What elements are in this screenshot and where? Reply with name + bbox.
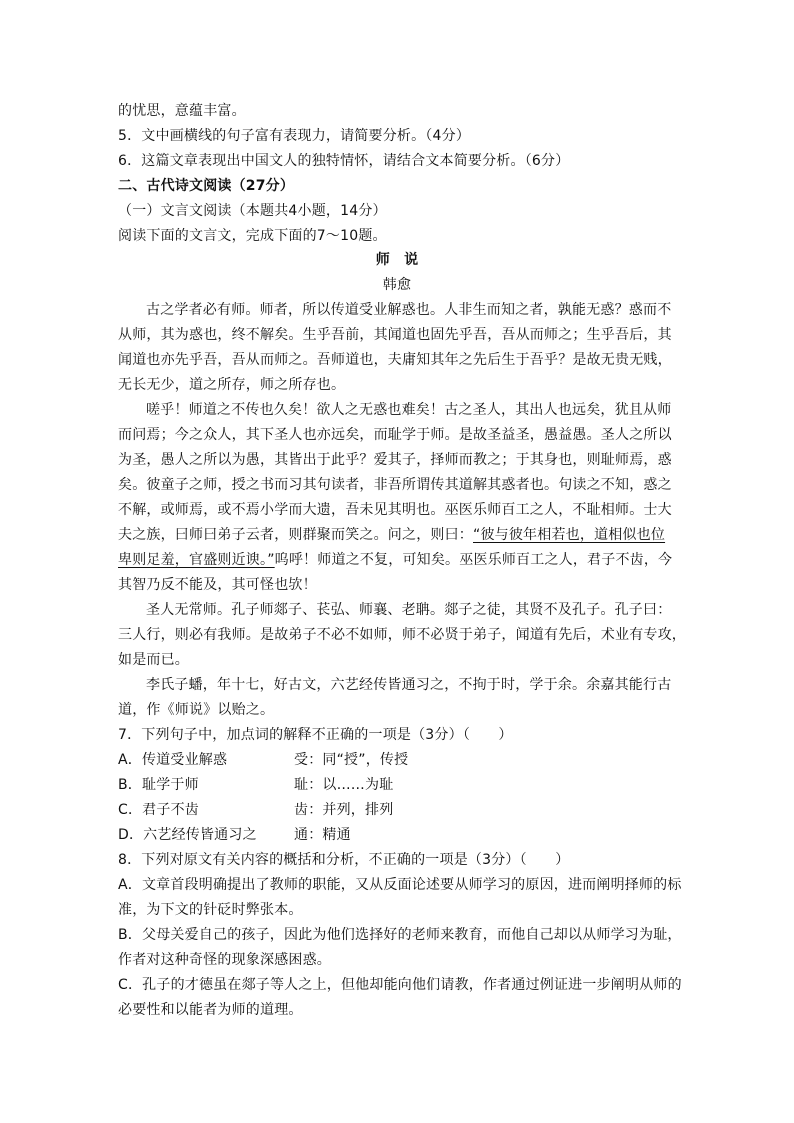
essay-line: 闻道也亦先乎吾，吾从而师之。吾师道也，夫庸知其年之先后生于吾乎？是故无贵无贱， [118,352,672,368]
essay-title: 师 说 [375,252,419,268]
essay-line: 嗟乎！师道之不传也久矣！欲人之无惑也难矣！古之圣人，其出人也远矣，犹且从师 [146,402,672,418]
option-sentence: A．传道受业解惑 [118,752,228,768]
question-7-option-b [118,775,393,795]
question-8-option-b: B．父母关爱自己的孩子，因此为他们选择好的老师来教育，而他自己却以从师学习为耻， [118,927,682,943]
question-8-stem: 8．下列对原文有关内容的概括和分析，不正确的一项是（3分）（ ） [118,852,570,868]
question-7-option-c [118,800,393,820]
essay-line: 李氏子蟠，年十七，好古文，六艺经传皆通习之，不拘于时，学于余。余嘉其能行古 [146,677,672,693]
essay-line: 道，作《师说》以贻之。 [118,702,275,718]
instruction: 阅读下面的文言文，完成下面的7～10题。 [118,228,387,244]
question-6: 6．这篇文章表现出中国文人的独特情怀，请结合文本简要分析。（6分） [118,153,570,169]
section-heading: 二、古代诗文阅读（27分） [118,178,295,194]
essay-line: 如是而已。 [118,652,189,668]
essay-line: 不解，或师焉，或不焉小学而大遗，吾未见其明也。巫医乐师百工之人，不耻相师。士大 [118,502,672,518]
option-sentence: D．六艺经传皆通习之 [118,827,257,843]
underlined-sentence: 卑则足羞，官盛则近谀。” [118,552,275,568]
essay-line: 圣人无常师。孔子师郯子、苌弘、师襄、老聃。郯子之徒，其贤不及孔子。孔子曰： [146,602,672,618]
question-5: 5．文中画横线的句子富有表现力，请简要分析。（4分） [118,128,471,144]
essay-line: 其智乃反不能及，其可怪也欤！ [118,577,317,593]
essay-line: 为圣，愚人之所以为愚，其皆出于此乎？爱其子，择师而教之；于其身也，则耻师焉，惑 [118,452,672,468]
question-8-option-a-cont: 准，为下文的针砭时弊张本。 [118,902,303,918]
option-sentence: B．耻学于师 [118,777,199,793]
essay-text: 夫之族，曰师曰弟子云者，则群聚而笑之。问之，则曰： [118,527,473,543]
question-8-option-c: C．孔子的才德虽在郯子等人之上，但他却能向他们请教，作者通过例证进一步阐明从师的 [118,977,682,993]
question-7-stem: 7．下列句子中，加点词的解释不正确的一项是（3分）（ ） [118,727,513,743]
question-7-option-a [118,750,408,770]
essay-author: 韩愈 [382,277,412,293]
essay-line: 三人行，则必有我师。是故弟子不必不如师，师不必贤于弟子，闻道有先后，术业有专攻， [118,627,686,643]
essay-line: 矣。彼童子之师，授之书而习其句读者，非吾所谓传其道解其惑者也。句读之不知，惑之 [118,477,672,493]
underlined-sentence: “彼与彼年相若也，道相似也位 [473,527,666,543]
subsection-heading: （一）文言文阅读（本题共4小题，14分） [118,203,387,219]
essay-line: 而问焉；今之众人，其下圣人也亦远矣，而耻学于师。是故圣益圣，愚益愚。圣人之所以 [118,427,672,443]
option-explanation: 耻：以……为耻 [294,777,394,793]
question-8-option-b-cont: 作者对这种奇怪的现象深感困惑。 [118,952,331,968]
essay-line [118,525,665,545]
essay-line [118,550,672,570]
option-sentence: C．君子不齿 [118,802,199,818]
question-7-option-d [118,825,351,845]
question-8-option-c-cont: 必要性和以能者为师的道理。 [118,1002,303,1018]
essay-text: 呜呼！师道之不复，可知矣。巫医乐师百工之人，君子不齿，今 [274,552,673,568]
essay-line: 无长无少，道之所存，师之所存也。 [118,377,346,393]
essay-line: 古之学者必有师。师者，所以传道受业解惑也。人非生而知之者，孰能无惑？惑而不 [146,302,672,318]
essay-line: 从师，其为惑也，终不解矣。生乎吾前，其闻道也固先乎吾，吾从而师之；生乎吾后，其 [118,327,672,343]
option-explanation: 通：精通 [294,827,351,843]
option-explanation: 齿：并列，排列 [294,802,394,818]
text-line: 的忧思，意蕴丰富。 [118,103,246,119]
question-8-option-a: A．文章首段明确提出了教师的职能，又从反面论述要从师学习的原因，进而阐明择师的标 [118,877,682,893]
option-explanation: 受：同“授”，传授 [294,752,409,768]
